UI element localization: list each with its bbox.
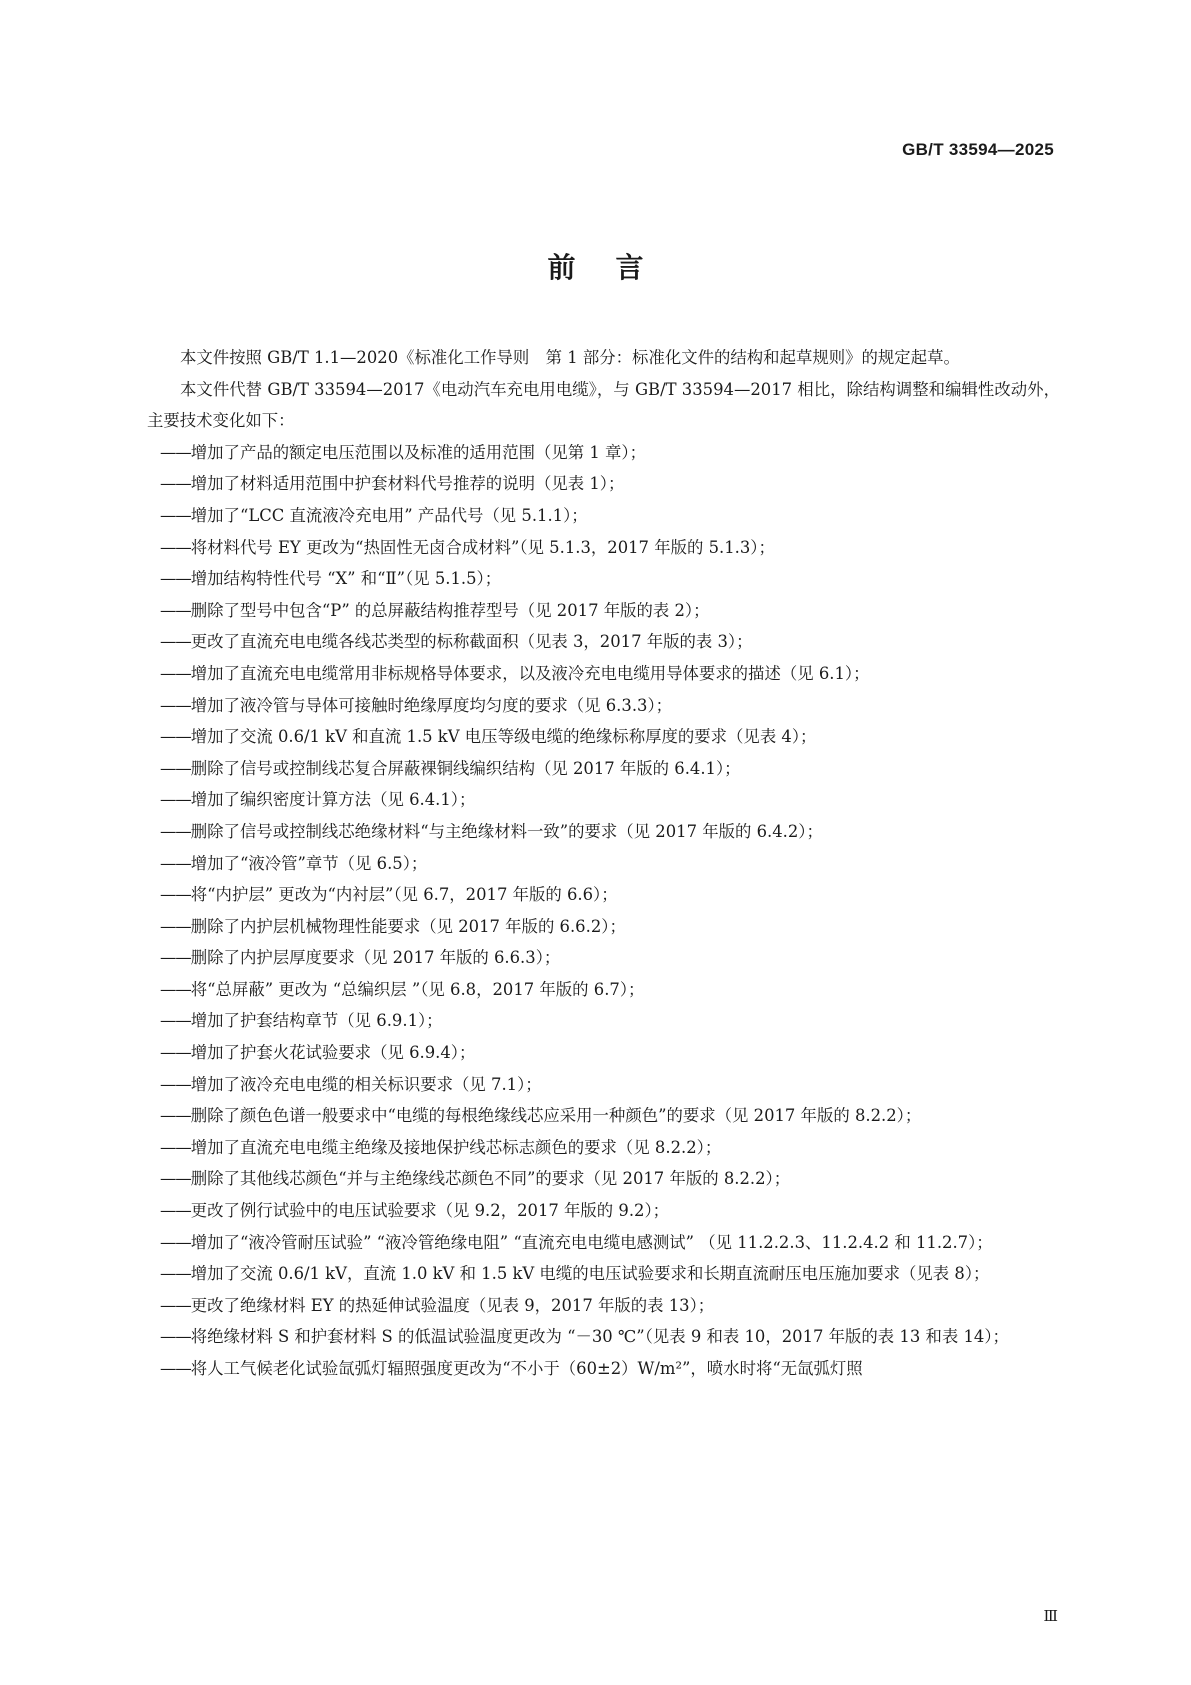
change-list-item [147,816,1060,848]
change-list-item [147,942,1060,974]
change-text: 增加了材料适用范围中护套材料代号推荐的说明（见表 1）； [190,474,625,494]
change-list-item [147,1353,1060,1385]
change-text: 更改了例行试验中的电压试验要求（见 9.2，2017 年版的 9.2）； [190,1201,670,1221]
change-text: 增加了产品的额定电压范围以及标准的适用范围（见第 1 章）； [190,442,646,462]
change-list-item [147,1227,1060,1259]
change-text: 删除了型号中包含“P” 的总屏蔽结构推荐型号（见 2017 年版的表 2）； [190,600,710,620]
page-title: 前言 [547,251,684,284]
change-text: 删除了信号或控制线芯复合屏蔽裸铜线编织结构（见 2017 年版的 6.4.1）； [190,758,741,778]
change-text: 增加结构特性代号 “Ⅹ” 和“Ⅱ”（见 5.1.5）； [190,569,502,589]
list-dash: —— [160,1327,191,1347]
list-dash: —— [160,632,191,652]
change-list-item [147,974,1060,1006]
list-dash: —— [160,474,191,494]
change-text: 增加了“液冷管耐压试验” “液冷管绝缘电阻” “直流充电电缆电感测试” （见 11.2.2.3、11.2.4.2 和 11.2.7）； [190,1232,993,1252]
change-list-item [147,500,1060,532]
change-text: 删除了内护层厚度要求（见 2017 年版的 6.6.3）； [190,948,561,968]
change-text: 增加了液冷充电电缆的相关标识要求（见 7.1）； [190,1074,542,1094]
change-text: 将绝缘材料 S 和护套材料 S 的低温试验温度更改为 “－30 ℃”（见表 9 和表 10，2017 年版的表 13 和表 14）； [190,1327,1009,1347]
change-text: 增加了直流充电电缆主绝缘及接地保护线芯标志颜色的要求（见 8.2.2）； [190,1137,722,1157]
list-dash: —— [160,442,191,462]
change-text: 增加了“LCC 直流液冷充电用” 产品代号（见 5.1.1）； [190,505,588,525]
list-dash: —— [160,758,191,778]
change-text: 将“内护层” 更改为“内衬层”（见 6.7，2017 年版的 6.6）； [190,885,618,905]
list-dash: —— [160,537,191,557]
list-dash: —— [160,727,191,747]
list-dash: —— [160,1232,191,1252]
list-dash: —— [160,1264,191,1284]
list-dash: —— [160,916,191,936]
change-text: 增加了直流充电电缆常用非标规格导体要求，以及液冷充电电缆用导体要求的描述（见 6.1）； [190,663,870,683]
change-list-item [147,626,1060,658]
change-text: 将“总屏蔽” 更改为 “总编织层 ”（见 6.8，2017 年版的 6.7）； [190,979,645,999]
change-text: 增加了“液冷管”章节（见 6.5）； [190,853,428,873]
standard-number: GB/T 33594—2025 [902,140,1054,159]
list-dash: —— [160,1043,191,1063]
change-list-item [147,468,1060,500]
change-list-item [147,879,1060,911]
change-list-item [147,1195,1060,1227]
document-body [147,342,1060,1385]
change-text: 删除了信号或控制线芯绝缘材料“与主绝缘材料一致”的要求（见 2017 年版的 6.4.2）； [190,821,823,841]
change-list-item [147,753,1060,785]
change-text: 增加了交流 0.6/1 kV 和直流 1.5 kV 电压等级电缆的绝缘标称厚度的要求（见表 4）； [190,727,817,747]
change-text: 增加了护套火花试验要求（见 6.9.4）； [190,1043,476,1063]
change-list-item [147,658,1060,690]
intro-paragraph: 本文件按照 GB/T 1.1—2020《标准化工作导则 第 1 部分：标准化文件的结构和起草规则》的规定起草。 [180,348,960,367]
change-list-item [147,1258,1060,1290]
change-text: 将材料代号 EY 更改为“热固性无卤合成材料”（见 5.1.3，2017 年版的 5.1.3）； [190,537,775,557]
list-dash: —— [160,1106,191,1126]
intro-paragraph: 本文件代替 GB/T 33594—2017《电动汽车充电用电缆》，与 GB/T 33594—2017 相比，除结构调整和编辑性改动外，主要技术变化如下： [147,379,1060,431]
list-dash: —— [160,1359,191,1378]
list-dash: —— [160,505,191,525]
change-list-item [147,1069,1060,1101]
change-list-item [147,595,1060,627]
list-dash: —— [160,695,191,715]
change-text: 将人工气候老化试验氙弧灯辐照强度更改为“不小于（60±2）W/m²”，喷水时将“无氙弧灯照 [190,1359,863,1378]
change-text: 更改了直流充电电缆各线芯类型的标称截面积（见表 3，2017 年版的表 3）； [190,632,753,652]
change-list-item [147,1132,1060,1164]
change-list-item [147,1163,1060,1195]
change-list-item [147,1290,1060,1322]
list-dash: —— [160,853,191,873]
change-text: 增加了交流 0.6/1 kV，直流 1.0 kV 和 1.5 kV 电缆的电压试验要求和长期直流耐压电压施加要求（见表 8）； [190,1264,990,1284]
list-dash: —— [160,600,191,620]
change-list-item [147,784,1060,816]
change-text: 删除了其他线芯颜色“并与主绝缘线芯颜色不同”的要求（见 2017 年版的 8.2.2）； [190,1169,791,1189]
change-list-item [147,721,1060,753]
list-dash: —— [160,885,191,905]
change-text: 增加了护套结构章节（见 6.9.1）； [190,1011,443,1031]
list-dash: —— [160,569,191,589]
list-dash: —— [160,979,191,999]
list-dash: —— [160,1137,191,1157]
change-text: 删除了颜色色谱一般要求中“电缆的每根绝缘线芯应采用一种颜色”的要求（见 2017 年版的 8.2.2）； [190,1106,922,1126]
change-list-item [147,911,1060,943]
change-list [147,437,1060,1385]
list-dash: —— [160,1201,191,1221]
change-text: 增加了编织密度计算方法（见 6.4.1）； [190,790,476,810]
list-dash: —— [160,1011,191,1031]
change-list-item [147,1321,1060,1353]
change-list-item [147,1005,1060,1037]
change-list-item [147,563,1060,595]
change-list-item [147,437,1060,469]
change-text: 增加了液冷管与导体可接触时绝缘厚度均匀度的要求（见 6.3.3）； [190,695,673,715]
list-dash: —— [160,1074,191,1094]
change-text: 删除了内护层机械物理性能要求（见 2017 年版的 6.6.2）； [190,916,626,936]
change-list-item [147,532,1060,564]
list-dash: —— [160,821,191,841]
change-text: 更改了绝缘材料 EY 的热延伸试验温度（见表 9，2017 年版的表 13）； [190,1295,715,1315]
change-list-item [147,848,1060,880]
change-list-item [147,1100,1060,1132]
list-dash: —— [160,948,191,968]
change-list-item [147,1037,1060,1069]
list-dash: —— [160,1169,191,1189]
list-dash: —— [160,1295,191,1315]
list-dash: —— [160,663,191,683]
list-dash: —— [160,790,191,810]
change-list-item [147,690,1060,722]
page-number: Ⅲ [1043,1607,1058,1625]
